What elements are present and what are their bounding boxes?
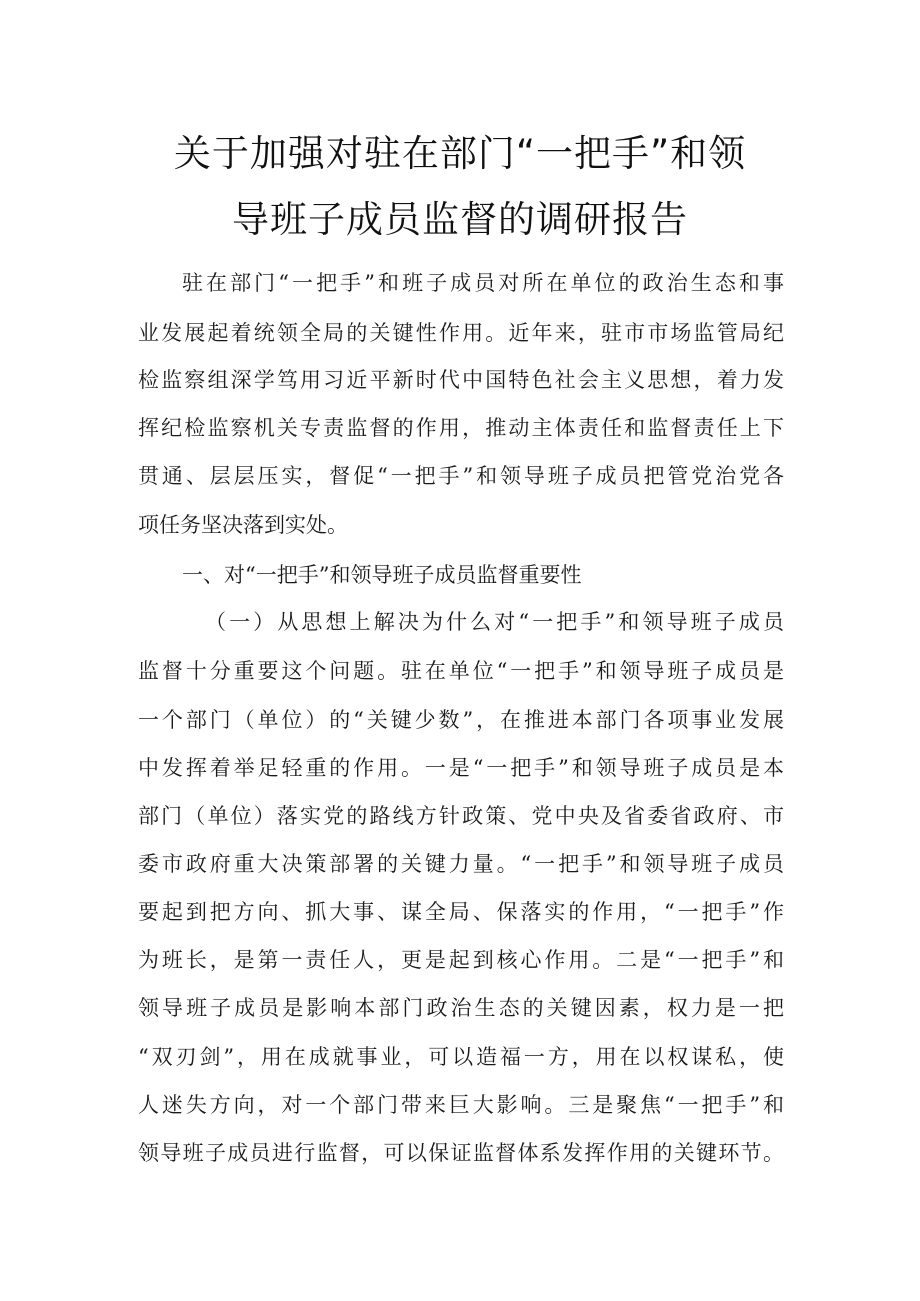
body-line: 一个部门（单位）的“关键少数”，在推进本部门各项事业发展	[138, 708, 784, 732]
body-line: “双刃剑”，用在成就事业，可以造福一方，用在以权谋私，使	[138, 1045, 784, 1069]
body-line: 项任务坚决落到实处。	[138, 513, 348, 537]
body-line: 驻在部门“一把手”和班子成员对所在单位的政治生态和事	[182, 271, 784, 295]
body-line: 要起到把方向、抓大事、谋全局、保落实的作用，“一把手”作	[138, 900, 784, 924]
body-line: 部门（单位）落实党的路线方针政策、党中央及省委省政府、市	[138, 804, 784, 828]
document-title-line-1: 关于加强对驻在部门“一把手”和领	[173, 132, 747, 175]
body-line: 领导班子成员是影响本部门政治生态的关键因素，权力是一把	[138, 996, 784, 1020]
body-line: 业发展起着统领全局的关键性作用。近年来，驻市市场监管局纪	[138, 321, 784, 345]
body-line: 为班长，是第一责任人，更是起到核心作用。二是“一把手”和	[138, 948, 784, 972]
body-line: 中发挥着举足轻重的作用。一是“一把手”和领导班子成员是本	[138, 756, 784, 780]
body-line: 贯通、层层压实，督促“一把手”和领导班子成员把管党治党各	[138, 464, 784, 488]
body-line: 委市政府重大决策部署的关键力量。“一把手”和领导班子成员	[138, 852, 784, 876]
document-title-line-2: 导班子成员监督的调研报告	[232, 198, 688, 241]
section-heading: 一、对“一把手”和领导班子成员监督重要性	[182, 563, 582, 587]
body-line: （一）从思想上解决为什么对“一把手”和领导班子成员	[205, 610, 784, 634]
body-line: 挥纪检监察机关专责监督的作用，推动主体责任和监督责任上下	[138, 416, 784, 440]
body-line: 人迷失方向，对一个部门带来巨大影响。三是聚焦“一把手”和	[138, 1093, 784, 1117]
body-line: 领导班子成员进行监督，可以保证监督体系发挥作用的关键环节。	[138, 1141, 784, 1165]
body-line: 监督十分重要这个问题。驻在单位“一把手”和领导班子成员是	[138, 659, 784, 683]
body-line: 检监察组深学笃用习近平新时代中国特色社会主义思想，着力发	[138, 368, 784, 392]
